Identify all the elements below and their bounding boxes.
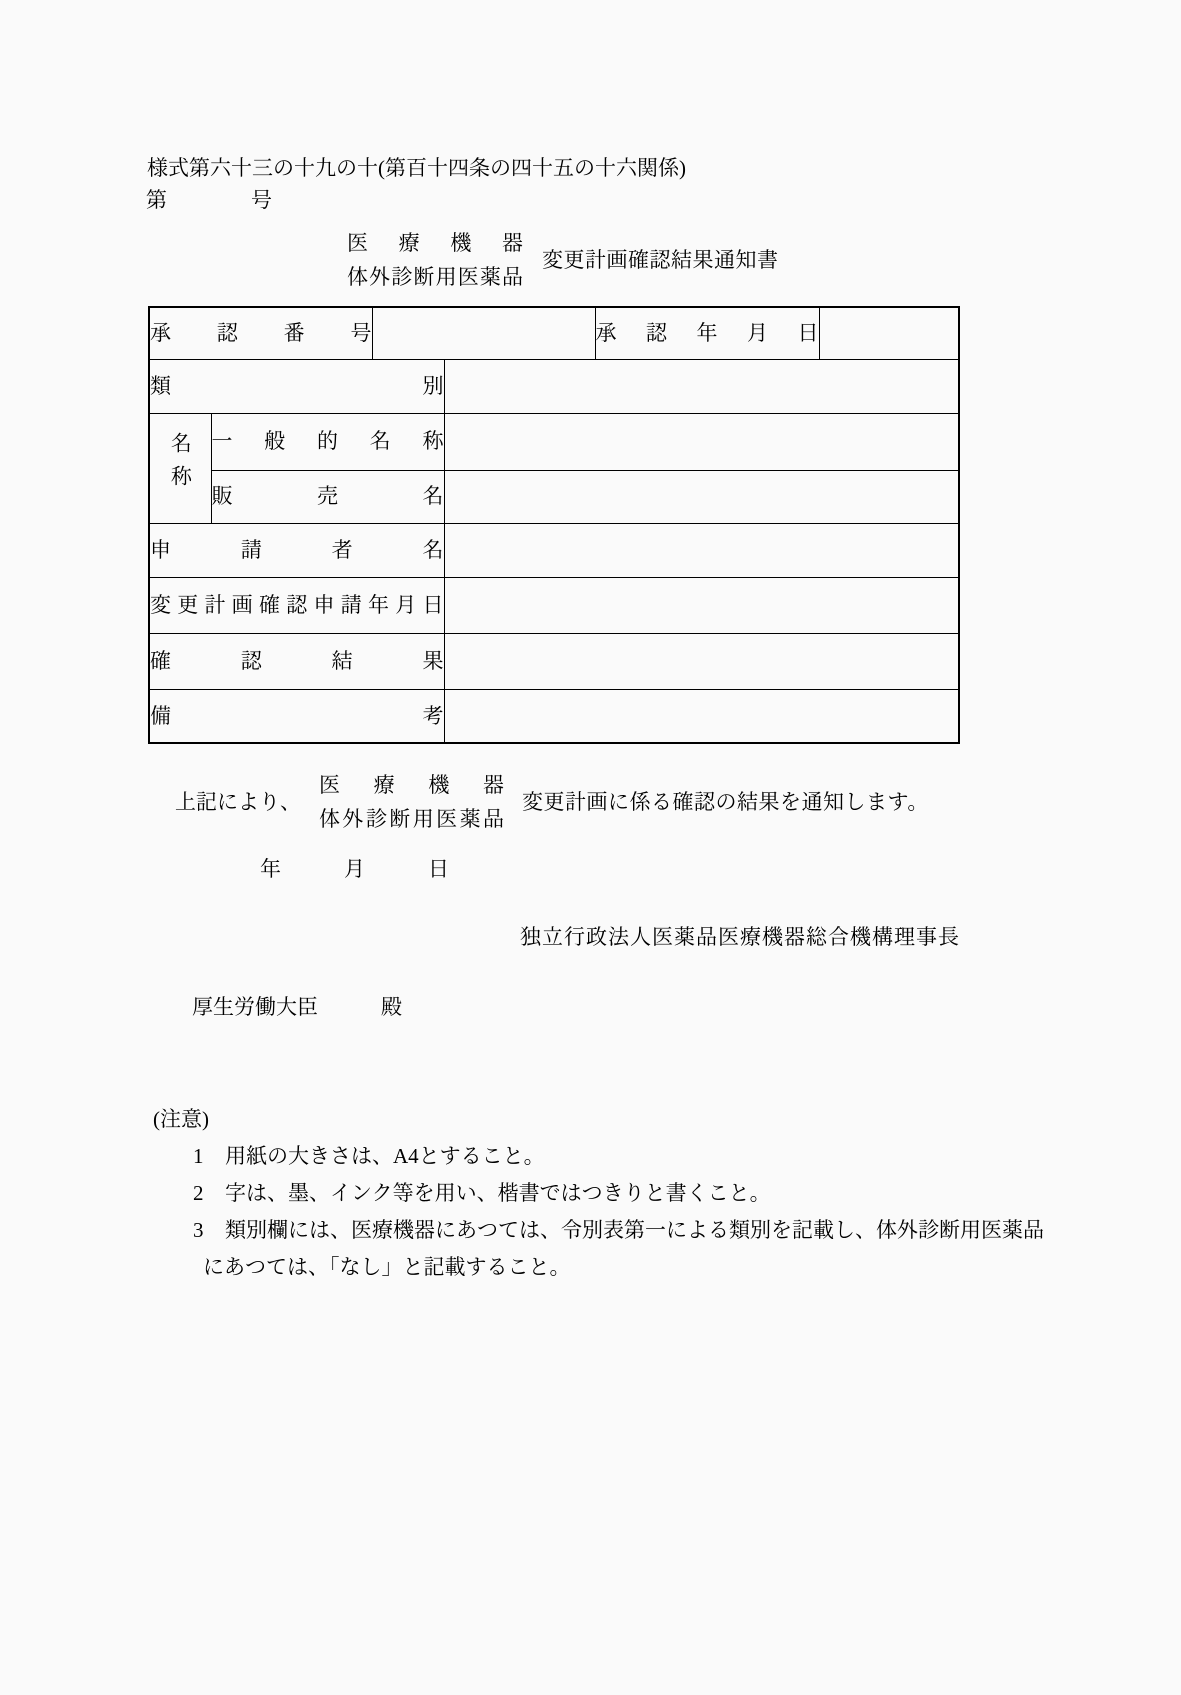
table-row-brand-name [149, 470, 959, 523]
generic-name-label: 一般的名称 [211, 413, 444, 470]
name-group-label: 名称 [168, 431, 193, 498]
approval-date-value-cell [819, 307, 959, 359]
plan-application-date-label: 変更計画確認申請年月日 [149, 577, 444, 633]
notes-section [153, 1101, 1053, 1286]
note-text-2: 字は、墨、インク等を用い、楷書ではつきりと書くこと。 [225, 1181, 771, 1205]
table-row-remarks [149, 689, 959, 743]
table-row-plan-application-date [149, 577, 959, 633]
form-table-wrap [148, 306, 960, 744]
title-option-ivd: 体外診断用医薬品 [347, 265, 523, 289]
category-value-cell [444, 359, 959, 413]
remarks-value-cell [444, 689, 959, 743]
issuer-name: 独立行政法人医薬品医療機器総合機構理事長 [520, 925, 960, 949]
note-number-1: 1 [193, 1144, 204, 1168]
document-title-block [347, 226, 779, 294]
confirmation-result-value-cell [444, 633, 959, 689]
notification-option-ivd: 体外診断用医薬品 [319, 807, 504, 831]
generic-name-value-cell [444, 413, 959, 470]
name-group-label-cell [149, 413, 211, 523]
note-text-1: 用紙の大きさは、A4とすること。 [225, 1144, 545, 1168]
table-row-confirmation-result [149, 633, 959, 689]
document-number-line: 第 号 [146, 188, 272, 212]
table-row-approval [149, 307, 959, 359]
brand-name-value-cell [444, 470, 959, 523]
note-item-3 [193, 1212, 1053, 1286]
title-product-type-options [347, 226, 523, 294]
category-label: 類別 [149, 359, 444, 413]
notification-product-type-options [319, 768, 504, 836]
date-line: 年 月 日 [260, 857, 449, 881]
approval-number-label: 承認番号 [149, 307, 372, 359]
approval-number-value-cell [372, 307, 595, 359]
confirmation-result-label: 確認結果 [149, 633, 444, 689]
note-text-3: 類別欄には、医療機器にあつては、令別表第一による類別を記載し、体外診断用医薬品にあつては、「なし」と記載すること。 [203, 1218, 1044, 1279]
form-table [148, 306, 960, 744]
brand-name-label: 販売名 [211, 470, 444, 523]
title-option-medical-device: 医療機器 [347, 231, 523, 255]
applicant-name-label: 申請者名 [149, 523, 444, 577]
approval-date-label: 承認年月日 [595, 307, 819, 359]
table-row-category [149, 359, 959, 413]
notification-option-medical-device: 医療機器 [319, 773, 504, 797]
note-number-2: 2 [193, 1181, 204, 1205]
form-style-number-line: 様式第六十三の十九の十(第百十四条の四十五の十六関係) [147, 156, 686, 180]
notes-heading: (注意) [153, 1107, 209, 1131]
notification-sentence [175, 768, 929, 836]
addressee-line: 厚生労働大臣 殿 [192, 995, 402, 1019]
notification-suffix: 変更計画に係る確認の結果を通知します。 [522, 789, 929, 814]
table-row-applicant [149, 523, 959, 577]
note-number-3: 3 [193, 1218, 204, 1242]
notification-prefix: 上記により、 [175, 789, 301, 814]
remarks-label: 備考 [149, 689, 444, 743]
note-item-2 [193, 1175, 1053, 1212]
plan-application-date-value-cell [444, 577, 959, 633]
note-item-1 [193, 1138, 1053, 1175]
table-row-generic-name [149, 413, 959, 470]
applicant-name-value-cell [444, 523, 959, 577]
document-title: 変更計画確認結果通知書 [542, 247, 779, 272]
